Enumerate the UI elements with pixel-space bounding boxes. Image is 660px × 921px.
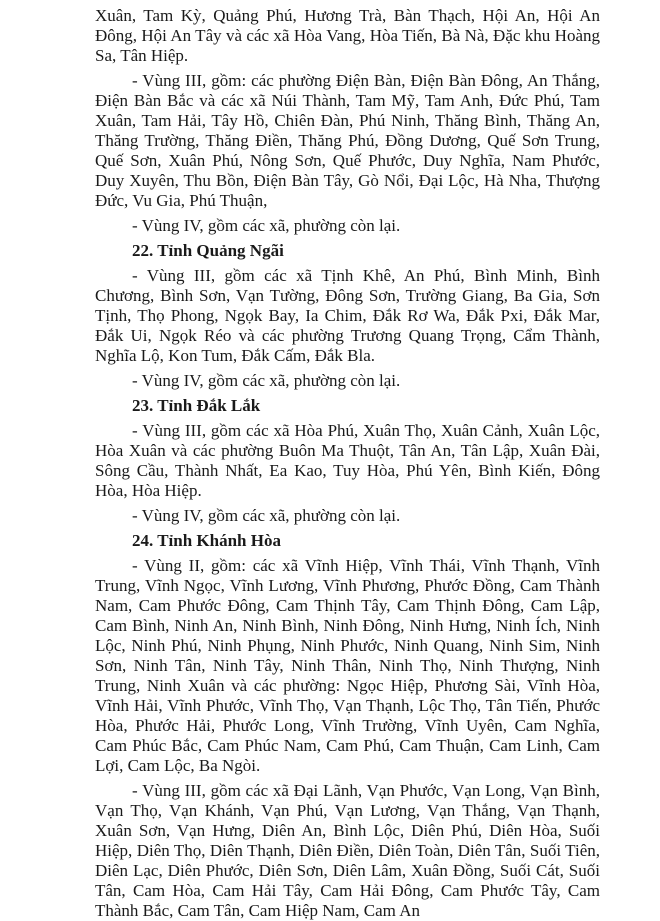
paragraph-quang-nam-vung-iv: - Vùng IV, gồm các xã, phường còn lại.: [132, 216, 401, 235]
paragraph-quang-nam-vung-iii: - Vùng III, gồm: các phường Điện Bàn, Điện Bàn Đông, An Thắng, Điện Bàn Bắc và các xã Núi Thành, Tam Mỹ, Tam Anh, Đức Phú, Tam Xuân, Tam Hải, Tây Hồ, Chiên Đàn, Phú Ninh, Thăng Bình, Thăng An, Thăng Trường, Thăng Điền, Thăng Phú, Đồng Dương, Quế Sơn Trung, Quế Sơn, Xuân Phú, Nông Sơn, Quế Phước, Duy Nghĩa, Nam Phước, Duy Xuyên, Thu Bồn, Điện Bàn Tây, Gò Nổi, Đại Lộc, Hà Nha, Thượng Đức, Vu Gia, Phú Thuận,: [95, 71, 600, 210]
heading-tinh-dak-lak: 23. Tỉnh Đắk Lắk: [132, 396, 261, 415]
paragraph-khanh-hoa-vung-iii: - Vùng III, gồm các xã Đại Lãnh, Vạn Phước, Vạn Long, Vạn Bình, Vạn Thọ, Vạn Khánh, Vạn Phú, Vạn Lương, Vạn Thắng, Vạn Thạnh, Xuân Sơn, Vạn Hưng, Diên An, Bình Lộc, Diên Phú, Diên Hòa, Suối Hiệp, Diên Thọ, Diên Thạnh, Diên Điền, Diên Toàn, Diên Tân, Suối Tiên, Diên Lạc, Diên Phước, Diên Sơn, Diên Lâm, Xuân Đồng, Suối Cát, Suối Tân, Cam Hòa, Cam Hải Tây, Cam Hải Đông, Cam Phước Tây, Cam Thành Bắc, Cam Tân, Cam Hiệp Nam, Cam An: [95, 781, 600, 920]
paragraph-quang-ngai-vung-iii: - Vùng III, gồm các xã Tịnh Khê, An Phú, Bình Minh, Bình Chương, Bình Sơn, Vạn Tường, Đông Sơn, Trường Giang, Ba Gia, Sơn Tịnh, Thọ Phong, Ngọk Bay, Ia Chim, Đắk Rơ Wa, Đắk Pxi, Đắk Mar, Đắk Ui, Ngọk Réo và các phường Trương Quang Trọng, Cẩm Thành, Nghĩa Lộ, Kon Tum, Đắk Cấm, Đắk Bla.: [95, 266, 600, 365]
paragraph-dak-lak-vung-iv: - Vùng IV, gồm các xã, phường còn lại.: [132, 506, 401, 525]
paragraph-quang-ngai-vung-iv: - Vùng IV, gồm các xã, phường còn lại.: [132, 371, 401, 390]
heading-tinh-quang-ngai: 22. Tỉnh Quảng Ngãi: [132, 241, 284, 260]
paragraph-dak-lak-vung-iii: - Vùng III, gồm các xã Hòa Phú, Xuân Thọ, Xuân Cảnh, Xuân Lộc, Hòa Xuân và các phường Buôn Ma Thuột, Tân An, Tân Lập, Xuân Đài, Sông Cầu, Thành Nhất, Ea Kao, Tuy Hòa, Phú Yên, Bình Kiến, Đông Hòa, Hòa Hiệp.: [95, 421, 600, 500]
paragraph-continuation-quang-nam-vung-ii: Xuân, Tam Kỳ, Quảng Phú, Hương Trà, Bàn Thạch, Hội An, Hội An Đông, Hội An Tây và các xã Hòa Vang, Hòa Tiến, Bà Nà, Đặc khu Hoàng Sa, Tân Hiệp.: [95, 6, 600, 65]
heading-tinh-khanh-hoa: 24. Tỉnh Khánh Hòa: [132, 531, 281, 550]
paragraph-khanh-hoa-vung-ii: - Vùng II, gồm: các xã Vĩnh Hiệp, Vĩnh Thái, Vĩnh Thạnh, Vĩnh Trung, Vĩnh Ngọc, Vĩnh Lương, Vĩnh Phương, Phước Đồng, Cam Thành Nam, Cam Phước Đông, Cam Thịnh Tây, Cam Thịnh Đông, Cam Lập, Cam Bình, Ninh An, Ninh Bình, Ninh Đông, Ninh Hưng, Ninh Ích, Ninh Lộc, Ninh Phú, Ninh Phụng, Ninh Phước, Ninh Quang, Ninh Sim, Ninh Sơn, Ninh Tân, Ninh Tây, Ninh Thân, Ninh Thọ, Ninh Thượng, Ninh Trung, Ninh Xuân và các phường: Ngọc Hiệp, Phương Sài, Vĩnh Hòa, Vĩnh Hải, Vĩnh Phước, Vĩnh Thọ, Vạn Thạnh, Lộc Thọ, Tân Tiến, Phước Hòa, Phước Hải, Phước Long, Vĩnh Trường, Vĩnh Uyên, Cam Nghĩa, Cam Phúc Bắc, Cam Phúc Nam, Cam Phú, Cam Thuận, Cam Linh, Cam Lợi, Cam Lộc, Ba Ngòi.: [95, 556, 600, 775]
